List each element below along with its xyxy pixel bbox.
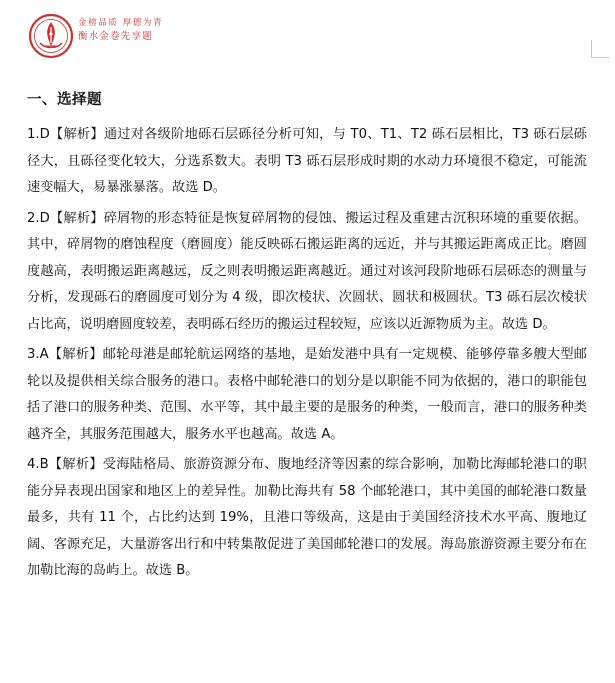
page-header bbox=[0, 0, 615, 60]
circular-emblem-icon bbox=[28, 13, 74, 59]
answer-label: 1.D【解析】 bbox=[27, 127, 104, 142]
crop-mark bbox=[591, 40, 609, 58]
answer-item-2 bbox=[27, 206, 587, 339]
answer-item-3 bbox=[27, 342, 587, 448]
answer-text: 邮轮母港是邮轮航运网络的基地，是始发港中具有一定规模、能够停靠多艘大型邮轮以及提供相关综合服务的港口。表格中邮轮港口的划分是以职能不同为依据的，港口的职能包括了港口的服务种类、范围、水平等，其中最主要的是服务的种类，一般而言，港口的服务种类越齐全，其服务范围越大，服务水平也越高。故选 A。 bbox=[27, 347, 587, 442]
answer-text: 通过对各级阶地砾石层砾径分析可知，与 T0、T1、T2 砾石层相比，T3 砾石层砾径大，且砾径变化较大，分选系数大。表明 T3 砾石层形成时期的水动力环境很不稳定，可能流速变幅大，易暴涨暴落。故选 D。 bbox=[27, 127, 587, 195]
slogan-block bbox=[78, 16, 163, 44]
answer-text: 碎屑物的形态特征是恢复碎屑物的侵蚀、搬运过程及重建古沉积环境的重要依据。其中，碎屑物的磨蚀程度（磨圆度）能反映砾石搬运距离的远近，并与其搬运距离成正比。磨圆度越高，表明搬运距离越远，反之则表明搬运距离越近。通过对该河段阶地砾石层砾态的测量与分析，发现砾石的磨圆度可划分为 4 级，即次棱状、次圆状、圆状和极圆状。T3 砾石层次棱状占比高，说明磨圆度较差，表明砾石经历的搬运过程较短，应该以近源物质为主。故选 D。 bbox=[27, 210, 587, 332]
answer-label: 3.A【解析】 bbox=[27, 347, 103, 362]
document-body bbox=[27, 88, 587, 589]
answer-text: 受海陆格局、旅游资源分布、腹地经济等因素的综合影响，加勒比海邮轮港口的职能分异表现出国家和地区上的差异性。加勒比海共有 58 个邮轮港口，其中美国的邮轮港口数量最多，共有 11 个，占比约达到 19%，且港口等级高，这是由于美国经济技术水平高、腹地辽阔、客源充足，大量游客出行和中转集散促进了美国邮轮港口的发展。海岛旅游资源主要分布在加勒比海的岛屿上。故选 B。 bbox=[27, 457, 587, 578]
slogan-line-2: 衡水金卷先享题 bbox=[78, 31, 153, 42]
section-title: 一、选择题 bbox=[27, 92, 102, 108]
answer-item-4 bbox=[27, 452, 587, 585]
answer-item-1 bbox=[27, 122, 587, 202]
answer-label: 2.D【解析】 bbox=[27, 210, 104, 226]
answer-label: 4.B【解析】 bbox=[27, 457, 103, 472]
slogan-line-1: 金榜品质 厚德为青 bbox=[78, 18, 164, 28]
